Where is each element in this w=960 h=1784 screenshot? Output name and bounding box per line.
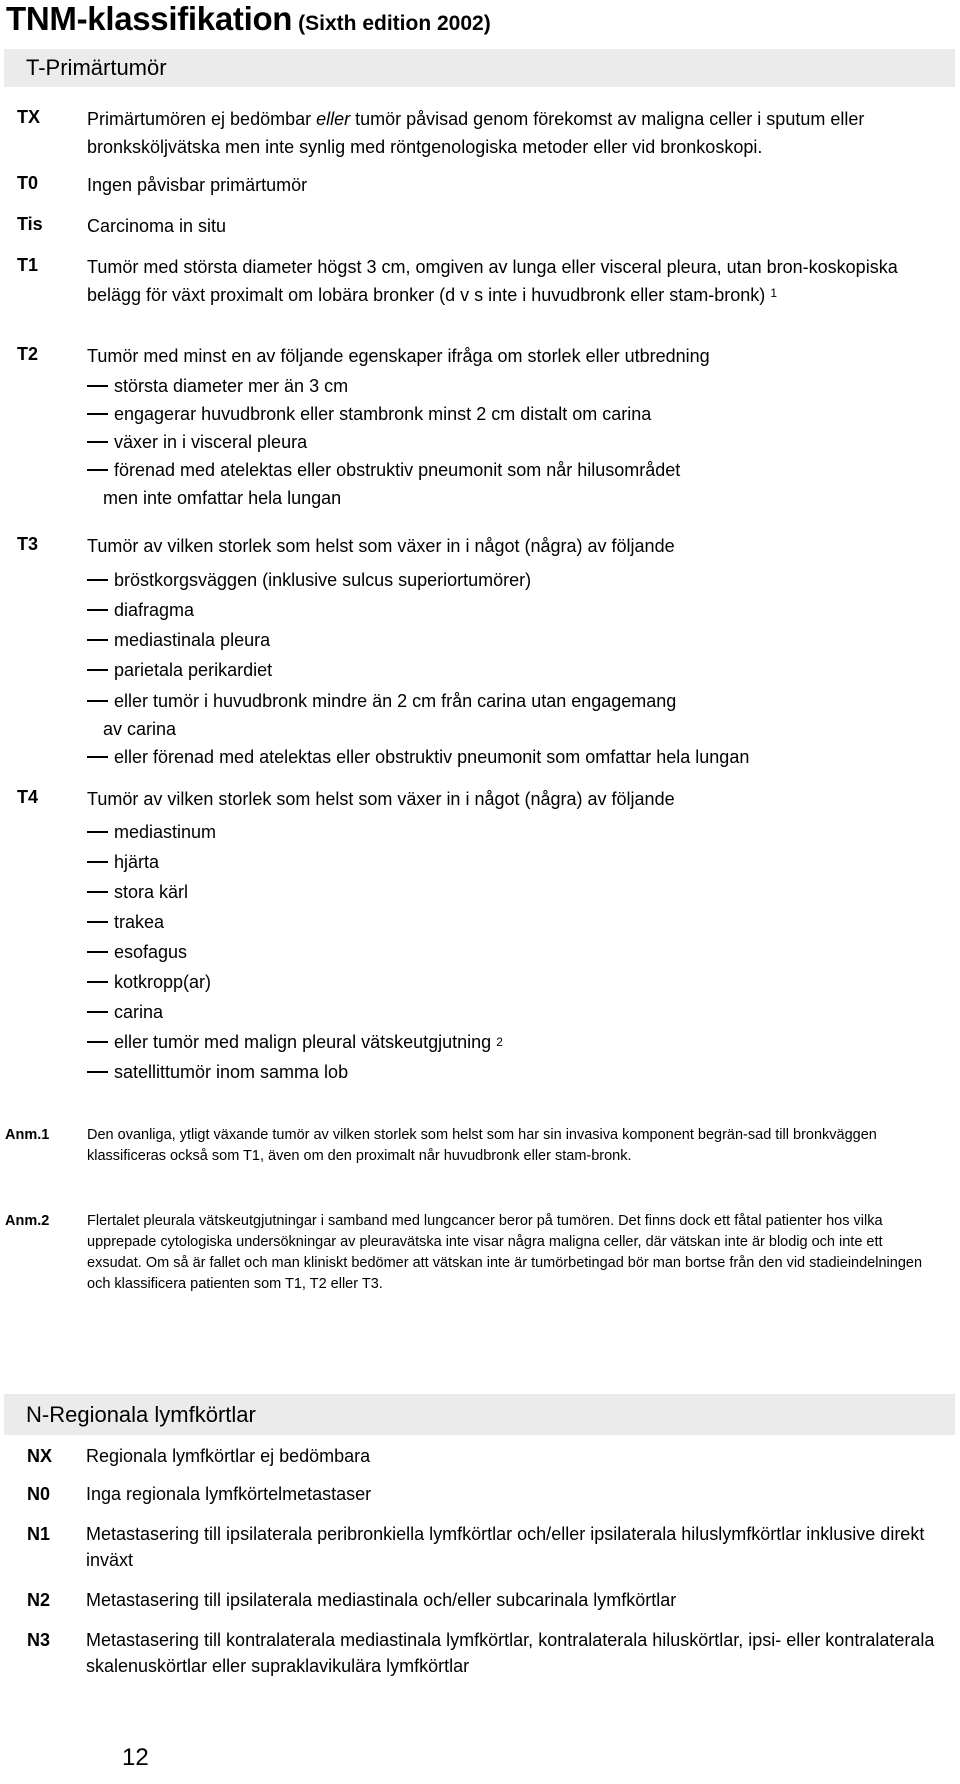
- t1-description: [87, 253, 932, 309]
- t4-item: eller tumör med malign pleural vätskeutgjutning $^2$: [87, 1028, 887, 1056]
- tx-code: TX: [17, 107, 41, 127]
- tis-code: Tis: [17, 214, 43, 234]
- note-label: Anm.2: [5, 1213, 50, 1229]
- n-code: N1: [27, 1524, 51, 1544]
- note-1: [0, 1125, 960, 1195]
- t3-item: eller tumör i huvudbronk mindre än 2 cm från carina utan engagemang av carina: [87, 687, 887, 743]
- t4-code: T4: [17, 787, 39, 807]
- n-code: N2: [27, 1590, 51, 1610]
- t4-footnote-ref: 2: [496, 1035, 503, 1049]
- title-main: TNM-klassifikation: [6, 0, 293, 37]
- t4-item: mediastinum: [87, 818, 887, 846]
- n-description: Metastasering till kontralaterala mediastinala lymfkörtlar, kontralaterala hiluskörtlar, ipsi- eller kontralaterala skalenuskörtlar eller supraklavikulära lymfkörtlar: [86, 1630, 935, 1676]
- t0-description: Ingen påvisbar primärtumör: [87, 175, 308, 195]
- t3-code: T3: [17, 534, 39, 554]
- t3-item: bröstkorgsväggen (inklusive sulcus superiortumörer): [87, 566, 887, 594]
- t2-item: största diameter mer än 3 cm: [87, 372, 887, 400]
- t4-item: hjärta: [87, 848, 887, 876]
- n-code: NX: [27, 1446, 53, 1466]
- t3-item: mediastinala pleura: [87, 626, 887, 654]
- t3-description: Tumör av vilken storlek som helst som växer in i något (några) av följande: [87, 536, 675, 556]
- t3-item: diafragma: [87, 596, 887, 624]
- t4-item: kotkropp(ar): [87, 968, 887, 996]
- t1-footnote-ref: 1: [770, 286, 778, 300]
- note-text: Den ovanliga, ytligt växande tumör av vilken storlek som helst som har sin invasiva komponent begrän-sad till bronkväggen klassificeras också som T1, även om den proximalt når huvudbronk eller stam-bronk.: [87, 1127, 877, 1164]
- n-description: Metastasering till ipsilaterala mediastinala och/eller subcarinala lymfkörtlar: [86, 1590, 677, 1610]
- tis-description: Carcinoma in situ: [87, 216, 227, 236]
- t4-item: carina: [87, 998, 887, 1026]
- n-code: N0: [27, 1484, 51, 1504]
- tx-description: [87, 105, 932, 161]
- t3-item: parietala perikardiet: [87, 656, 887, 684]
- page-number: 12: [122, 1744, 149, 1771]
- t4-item: esofagus: [87, 938, 887, 966]
- title-subtitle: (Sixth edition 2002): [298, 12, 491, 35]
- n-description: Inga regionala lymfkörtelmetastaser: [86, 1484, 372, 1504]
- t3-item: eller förenad med atelektas eller obstruktiv pneumonit som omfattar hela lungan: [87, 743, 947, 771]
- tx-text-b: tumör påvisad genom förekomst av maligna celler i sputum eller bronksköljvätska men inte synlig med röntgenologiska metoder eller vid bronkoskopi.: [87, 109, 865, 157]
- n-section-heading: N-Regionala lymfkörtlar: [4, 1394, 955, 1435]
- n-description: Regionala lymfkörtlar ej bedömbara: [86, 1446, 371, 1466]
- t2-item: engagerar huvudbronk eller stambronk minst 2 cm distalt om carina: [87, 400, 887, 428]
- t1-text: Tumör med största diameter högst 3 cm, omgiven av lunga eller visceral pleura, utan bron-koskopiska belägg för växt proximalt om lobära bronker (d v s inte i huvudbronk eller stam-bronk): [87, 257, 898, 305]
- tx-text-a: Primärtumören ej bedömbar: [87, 109, 317, 129]
- n-code: N3: [27, 1630, 51, 1650]
- t4-item: stora kärl: [87, 878, 887, 906]
- note-label: Anm.1: [5, 1127, 50, 1143]
- tx-text-em: eller: [316, 109, 351, 129]
- n-description: Metastasering till ipsilaterala peribronkiella lymfkörtlar och/eller ipsilaterala hiluslymfkörtlar inklusive direkt inväxt: [86, 1524, 925, 1570]
- t2-item: växer in i visceral pleura: [87, 428, 887, 456]
- t4-description: Tumör av vilken storlek som helst som växer in i något (några) av följande: [87, 789, 675, 809]
- t2-code: T2: [17, 344, 39, 364]
- t4-item: satellittumör inom samma lob: [87, 1058, 887, 1086]
- t2-description: Tumör med minst en av följande egenskaper ifråga om storlek eller utbredning: [87, 346, 710, 366]
- t-section-heading: T-Primärtumör: [4, 49, 955, 87]
- document-title: [6, 0, 491, 38]
- t1-code: T1: [17, 255, 39, 275]
- t0-code: T0: [17, 173, 39, 193]
- note-2: [0, 1211, 960, 1321]
- t4-item: trakea: [87, 908, 887, 936]
- note-text: Flertalet pleurala vätskeutgjutningar i samband med lungcancer beror på tumören. Det finns dock ett fåtal patienter hos vilka upprepade cytologiska undersökningar av pleuravätska inte visar några maligna celler, där vätskan inte är blodig och inte ett exsudat. Om så är fallet och man kliniskt bedömer att vätskan inte är tumörbetingad bör man bortse från den vid stadieindelningen och klassificera patienten som T1, T2 eller T3.: [87, 1213, 923, 1292]
- t2-item: förenad med atelektas eller obstruktiv pneumonit som når hilusområdet men inte omfattar hela lungan: [87, 456, 887, 512]
